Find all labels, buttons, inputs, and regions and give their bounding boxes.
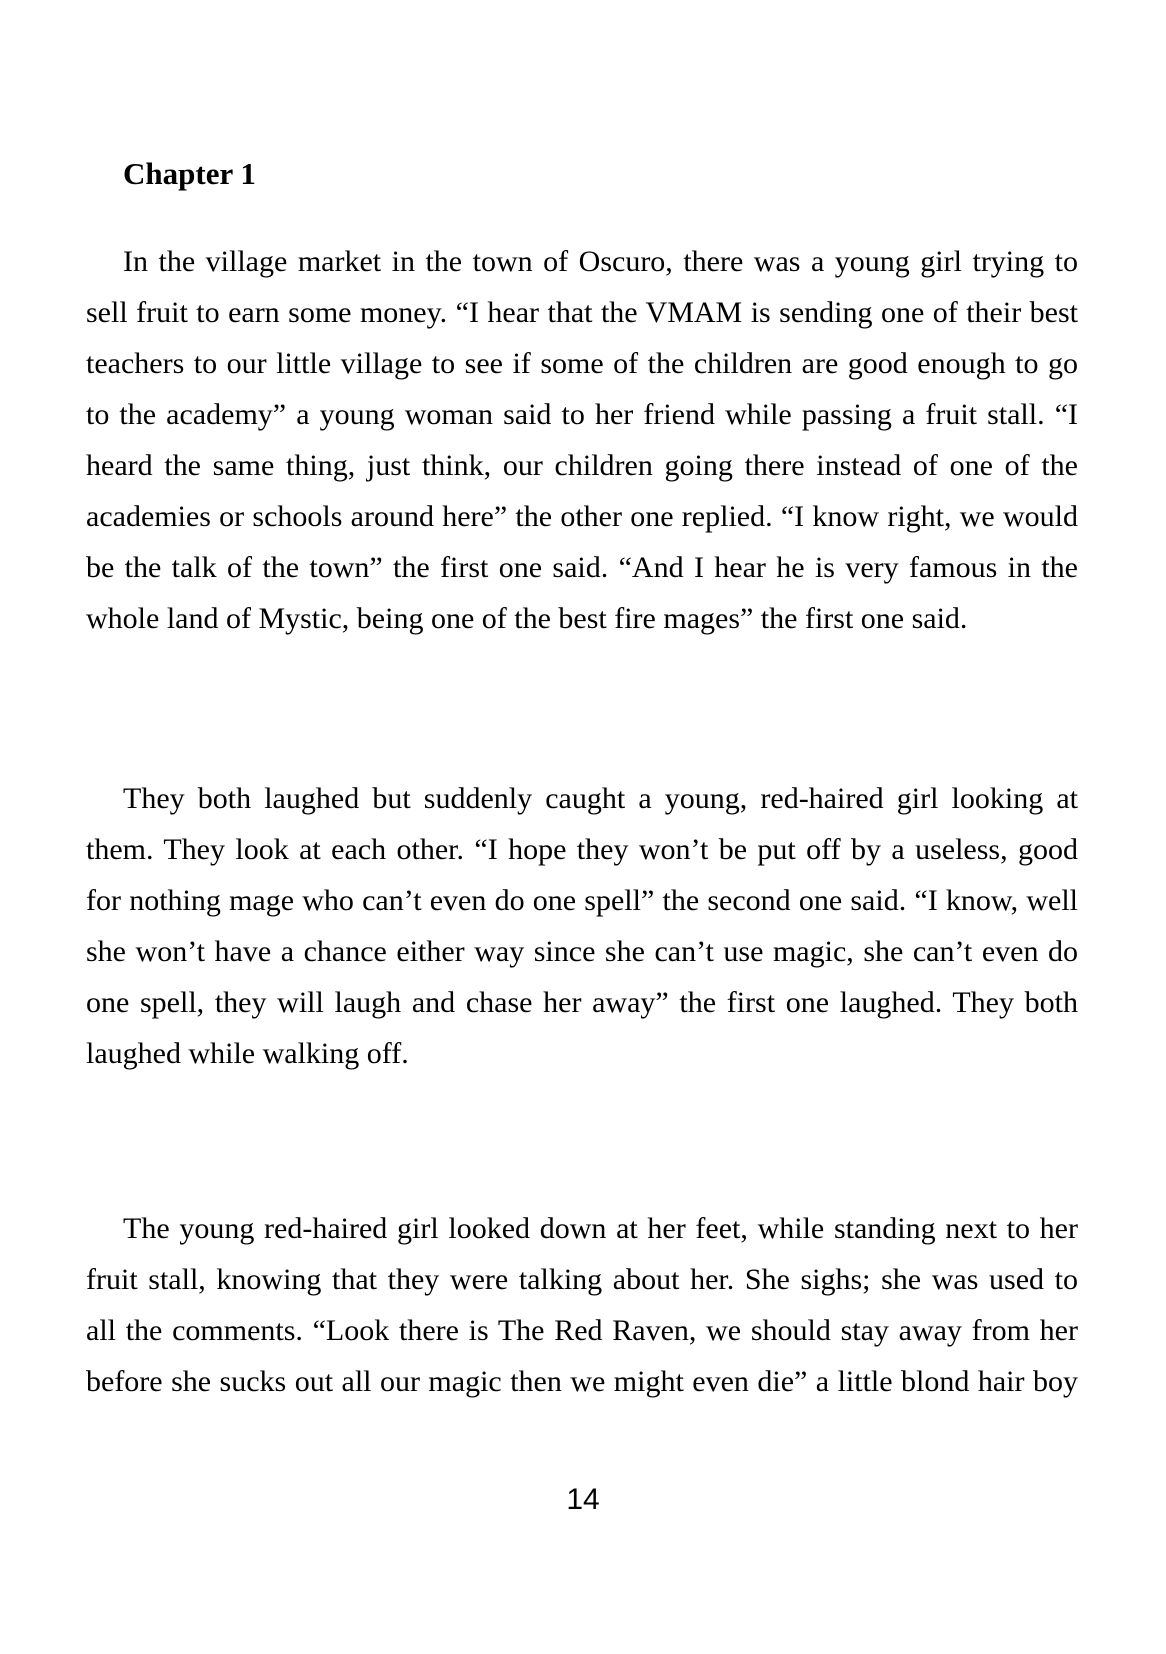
paragraph-1 bbox=[86, 236, 1078, 644]
text-line: The young red-haired girl looked down at her feet, while standing next to her bbox=[123, 1212, 1078, 1245]
text-line: be the talk of the town” the first one said. “And I hear he is very famous in the bbox=[86, 551, 1078, 584]
page-number: 14 bbox=[566, 1483, 600, 1516]
text-line: whole land of Mystic, being one of the best fire mages” the first one said. bbox=[86, 602, 968, 635]
paragraph-2 bbox=[86, 773, 1078, 1079]
text-line: them. They look at each other. “I hope they won’t be put off by a useless, good bbox=[86, 833, 1078, 866]
text-line: heard the same thing, just think, our children going there instead of one of the bbox=[86, 449, 1078, 482]
text-line: They both laughed but suddenly caught a young, red-haired girl looking at bbox=[123, 782, 1078, 815]
text-line: before she sucks out all our magic then we might even die” a little blond hair boy bbox=[86, 1365, 1078, 1398]
text-line: to the academy” a young woman said to her friend while passing a fruit stall. “I bbox=[86, 398, 1078, 431]
text-line: teachers to our little village to see if some of the children are good enough to go bbox=[86, 347, 1078, 380]
paragraph-3 bbox=[86, 1203, 1078, 1407]
text-line: fruit stall, knowing that they were talking about her. She sighs; she was used to bbox=[86, 1263, 1078, 1296]
text-line: all the comments. “Look there is The Red Raven, we should stay away from her bbox=[86, 1314, 1078, 1347]
text-line: for nothing mage who can’t even do one spell” the second one said. “I know, well bbox=[86, 884, 1078, 917]
text-line: sell fruit to earn some money. “I hear that the VMAM is sending one of their best bbox=[86, 296, 1078, 329]
text-line: laughed while walking off. bbox=[86, 1037, 409, 1070]
text-line: In the village market in the town of Oscuro, there was a young girl trying to bbox=[123, 245, 1078, 278]
text-line: she won’t have a chance either way since she can’t use magic, she can’t even do bbox=[86, 935, 1078, 968]
text-line: academies or schools around here” the other one replied. “I know right, we would bbox=[86, 500, 1078, 533]
chapter-heading: Chapter 1 bbox=[123, 156, 256, 191]
text-line: one spell, they will laugh and chase her away” the first one laughed. They both bbox=[86, 986, 1078, 1019]
